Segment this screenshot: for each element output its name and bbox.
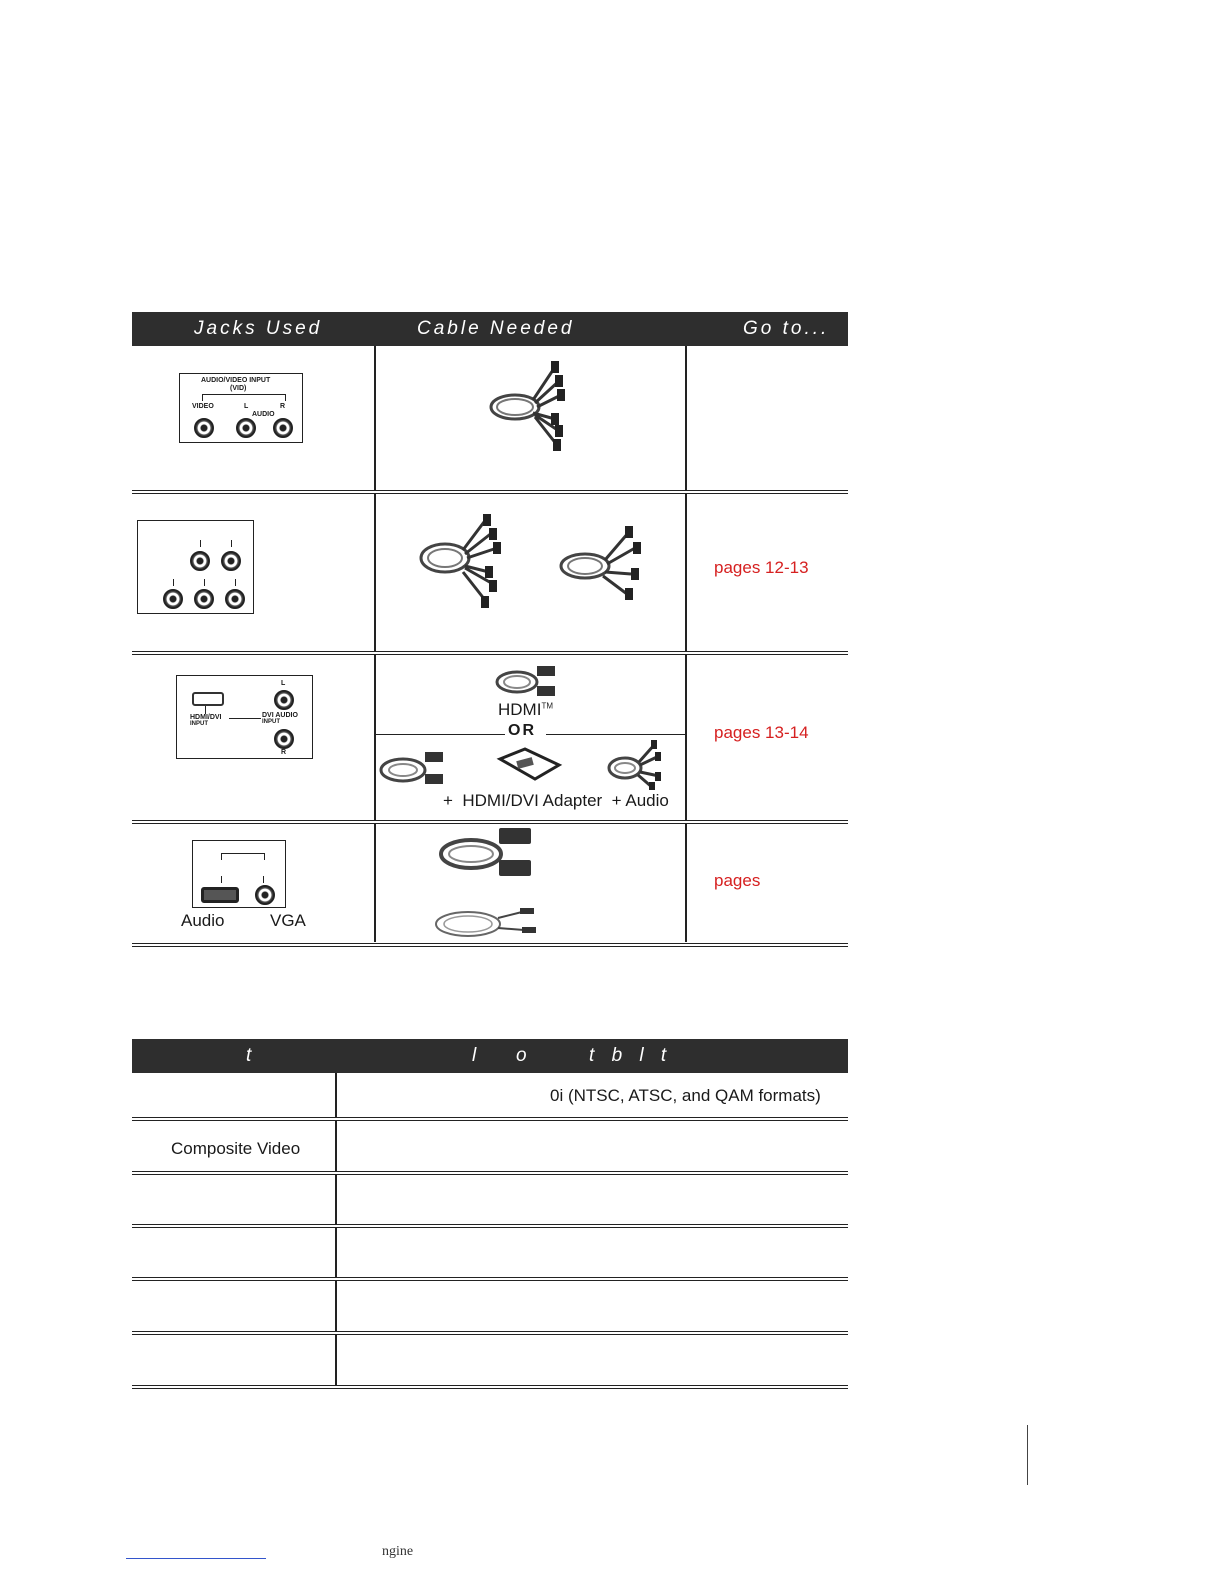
pc-audio-jack	[255, 885, 275, 905]
audio-cable-small-icon	[605, 740, 667, 790]
goto-pages-12-13[interactable]: pages 12-13	[714, 558, 809, 577]
component-cable-icon	[415, 510, 515, 610]
component-jack-panel	[137, 520, 254, 614]
audio-cable-icon	[555, 522, 650, 612]
av-panel-title: AUDIO/VIDEO INPUT	[201, 377, 271, 384]
row-separator	[132, 1277, 848, 1281]
component-jack	[194, 589, 214, 609]
hdmi-label	[498, 700, 553, 720]
hdmi-dvi-jack-panel	[176, 675, 313, 759]
footer-link-underline[interactable]	[126, 1558, 266, 1559]
column-divider	[685, 346, 687, 942]
audio-caption: Audio	[181, 911, 225, 930]
component-jack	[225, 589, 245, 609]
goto-pages-13-14[interactable]: pages 13-14	[714, 723, 809, 742]
dvi-audio-right-jack	[274, 729, 294, 749]
hdmi-dvi-adapter-icon	[495, 745, 565, 785]
goto-pages[interactable]: pages	[714, 871, 761, 890]
audio-mini-cable-icon	[432, 898, 544, 942]
page-margin-line	[1027, 1425, 1028, 1485]
row-separator	[132, 1171, 848, 1175]
table1-header	[132, 312, 848, 346]
or-divider-line-left	[375, 734, 505, 735]
l-label: L	[244, 403, 249, 410]
column-divider	[374, 346, 376, 942]
component-jack	[221, 551, 241, 571]
av-cable-icon	[485, 355, 575, 455]
component-jack	[190, 551, 210, 571]
trademark-mark: TM	[541, 701, 554, 711]
or-divider-line-right	[546, 734, 685, 735]
header-go-to: Go to...	[743, 318, 830, 339]
table2-header	[132, 1039, 848, 1073]
audio-right-jack	[273, 418, 293, 438]
vga-bracket	[221, 853, 265, 860]
av-input-jack-panel	[179, 373, 303, 443]
hdmi-text: HDMI	[498, 700, 542, 719]
vga-port-icon	[201, 887, 239, 903]
table2-header-right: l o t b l t	[472, 1045, 673, 1066]
vga-jack-panel	[192, 840, 286, 908]
footer-text: ngine	[382, 1544, 414, 1559]
av-bracket	[202, 394, 286, 401]
row-separator	[132, 1385, 848, 1389]
hdmi-dvi-label: HDMI/DVI	[190, 714, 222, 721]
table2-row1-right: 0i (NTSC, ATSC, and QAM formats)	[550, 1086, 821, 1105]
row-separator	[132, 1224, 848, 1228]
dvi-input-label: INPUT	[262, 719, 280, 725]
video-label: VIDEO	[192, 403, 214, 410]
dvi-audio-label: DVI AUDIO	[262, 712, 298, 719]
dvi-cable-icon	[377, 748, 457, 788]
table2-row2-left: Composite Video	[171, 1139, 301, 1158]
hdmi-port-icon	[192, 692, 224, 706]
r-label: R	[280, 403, 286, 410]
table2-header-left: t	[246, 1045, 255, 1066]
component-jack	[163, 589, 183, 609]
alt-cables-label: + HDMI/DVI Adapter + Audio	[443, 791, 669, 810]
row-separator	[132, 490, 848, 494]
hdmi-input-label: INPUT	[190, 721, 208, 727]
or-label: OR	[508, 722, 536, 739]
row-separator	[132, 1331, 848, 1335]
vga-cable-icon	[437, 824, 537, 880]
dvi-r-label: R	[281, 749, 287, 756]
dvi-audio-left-jack	[274, 690, 294, 710]
row-separator	[132, 651, 848, 655]
header-cable-needed: Cable Needed	[417, 318, 575, 339]
av-panel-subtitle: (VID)	[230, 385, 247, 392]
hdmi-cable-icon	[493, 662, 563, 702]
header-jacks-used: Jacks Used	[194, 318, 323, 339]
audio-left-jack	[236, 418, 256, 438]
row-separator	[132, 943, 848, 947]
vga-caption: VGA	[270, 911, 306, 930]
video-jack	[194, 418, 214, 438]
row-separator	[132, 1117, 848, 1121]
audio-label: AUDIO	[252, 411, 275, 418]
dvi-l-label: L	[281, 680, 286, 687]
